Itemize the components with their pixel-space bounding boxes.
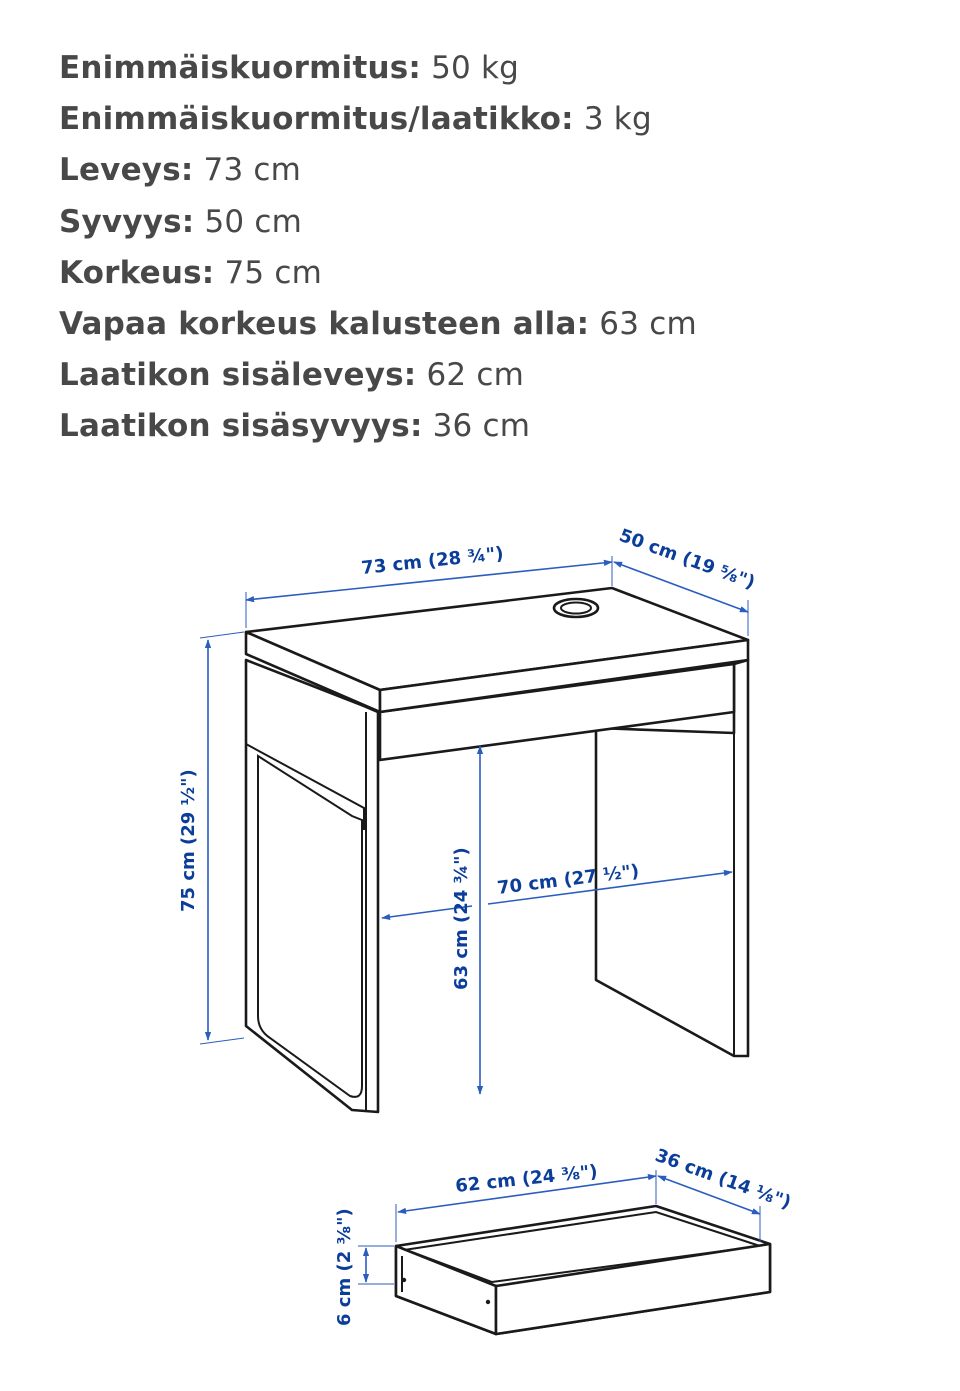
spec-label: Laatikon sisäsyvyys: [59, 408, 423, 445]
spec-value: 50 cm [204, 203, 303, 240]
spec-label: Enimmäiskuormitus: [59, 50, 422, 86]
spec-value: 73 cm [203, 152, 302, 189]
desk-depth-label: 50 cm (19 ⅝") [616, 524, 758, 594]
spec-value: 36 cm [432, 408, 531, 445]
desk-width-label: 73 cm (28 ¾") [360, 543, 505, 579]
spec-label: Enimmäiskuormitus/laatikko: [59, 101, 574, 138]
spec-value: 75 cm [224, 254, 322, 291]
desk-left-leg [246, 660, 378, 1112]
spec-value: 62 cm [426, 357, 524, 394]
spec-value: 50 kg [431, 50, 520, 86]
desk-illustration [246, 588, 748, 1112]
spec-label: Leveys: [59, 152, 194, 189]
desk-height-label: 75 cm (29 ½") [178, 769, 199, 912]
desk-clearance-label: 63 cm (24 ¾") [451, 847, 472, 990]
spec-label: Syvyys: [59, 203, 195, 240]
desk-inner-width-label: 70 cm (27 ½") [496, 860, 641, 899]
drawer-width-label: 62 cm (24 ⅜") [454, 1161, 599, 1197]
drawer-depth-label: 36 cm (14 ⅛") [652, 1144, 794, 1214]
drawer-illustration [396, 1206, 770, 1334]
spec-label: Laatikon sisäleveys: [59, 357, 417, 394]
spec-label: Korkeus: [59, 254, 215, 291]
drawer-height-label: 6 cm (2 ⅜") [334, 1208, 355, 1326]
spec-value: 3 kg [583, 101, 652, 138]
spec-value: 63 cm [599, 305, 697, 342]
spec-label: Vapaa korkeus kalusteen alla: [59, 305, 590, 342]
